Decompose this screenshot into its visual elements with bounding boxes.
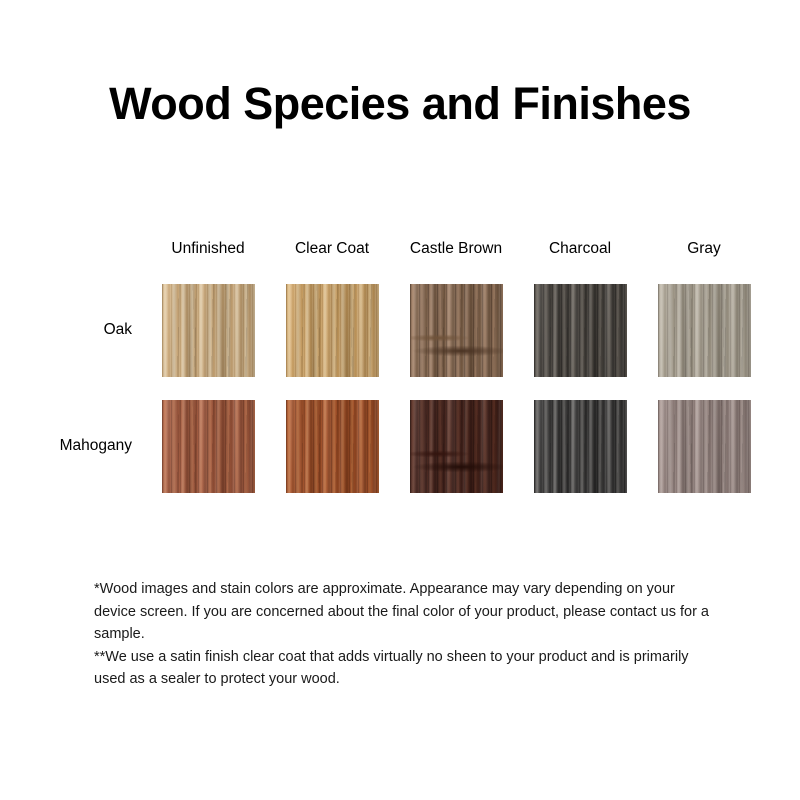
footnote-clear-coat: **We use a satin finish clear coat that adds virtually no sheen to your product and is primarily used as a sealer to protect your wood.	[94, 648, 689, 687]
column-header-row	[24, 232, 766, 272]
column-header-castle-brown: Castle Brown	[409, 240, 503, 257]
swatch-oak-unfinished[interactable]	[162, 284, 255, 377]
row-header-oak: Oak	[103, 321, 132, 338]
swatch-mahogany-gray[interactable]	[658, 400, 751, 493]
swatch-cell	[394, 272, 518, 388]
sample-grid	[24, 232, 766, 504]
swatch-cell	[146, 388, 270, 504]
column-header-charcoal: Charcoal	[548, 240, 612, 257]
wood-knot-streak	[410, 400, 503, 493]
wood-grain-texture	[534, 400, 627, 493]
swatch-cell	[518, 388, 642, 504]
wood-grain-texture	[162, 284, 255, 377]
wood-grain-texture	[658, 284, 751, 377]
wood-grain-texture	[658, 400, 751, 493]
wood-grain-texture	[534, 284, 627, 377]
swatch-mahogany-charcoal[interactable]	[534, 400, 627, 493]
swatch-oak-clear-coat[interactable]	[286, 284, 379, 377]
footnote-color-accuracy: *Wood images and stain colors are approximate. Appearance may vary depending on your device screen. If you are concerned about the final color of your product, please contact us for a sample.	[94, 581, 709, 642]
column-header-gray: Gray	[687, 240, 721, 257]
swatch-oak-castle-brown[interactable]	[410, 284, 503, 377]
column-header-clear-coat: Clear Coat	[294, 240, 370, 257]
page-title: Wood Species and Finishes	[109, 78, 691, 129]
wood-grain-texture	[286, 284, 379, 377]
sample-grid-container	[0, 232, 800, 504]
swatch-oak-charcoal[interactable]	[534, 284, 627, 377]
column-header-unfinished: Unfinished	[171, 240, 245, 257]
swatch-mahogany-unfinished[interactable]	[162, 400, 255, 493]
swatch-cell	[642, 388, 766, 504]
swatch-cell	[394, 388, 518, 504]
table-row	[24, 388, 766, 504]
swatch-cell	[146, 272, 270, 388]
footnotes	[94, 578, 714, 691]
swatch-cell	[642, 272, 766, 388]
swatch-cell	[270, 272, 394, 388]
swatch-mahogany-clear-coat[interactable]	[286, 400, 379, 493]
swatch-mahogany-castle-brown[interactable]	[410, 400, 503, 493]
wood-knot-streak	[410, 284, 503, 377]
swatch-cell	[518, 272, 642, 388]
table-row	[24, 272, 766, 388]
wood-grain-texture	[162, 400, 255, 493]
grid-corner	[24, 232, 146, 272]
swatch-cell	[270, 388, 394, 504]
swatch-oak-gray[interactable]	[658, 284, 751, 377]
row-header-mahogany: Mahogany	[59, 437, 132, 454]
wood-grain-texture	[286, 400, 379, 493]
